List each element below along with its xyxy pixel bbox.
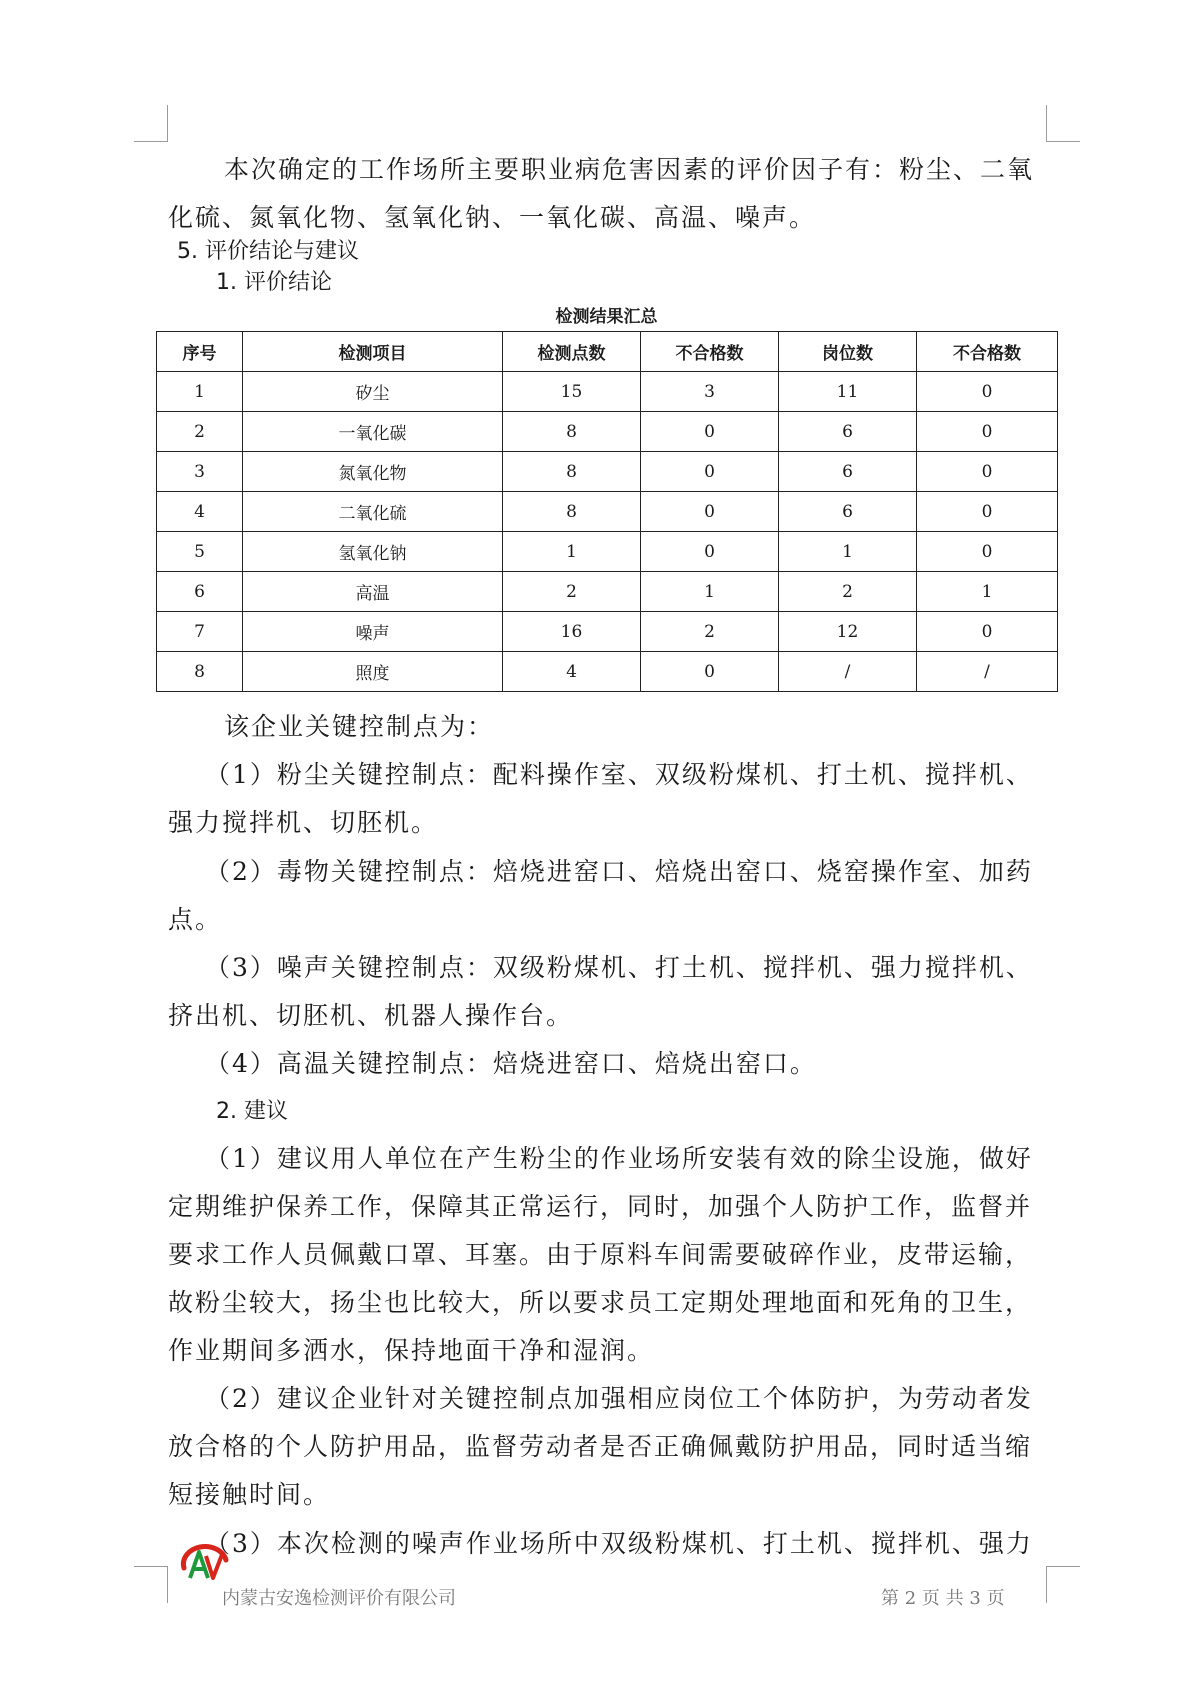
table-cell: 8 xyxy=(503,452,641,492)
table-cell: 0 xyxy=(917,452,1058,492)
table-cell: 3 xyxy=(641,372,779,412)
control-points-intro: 该企业关键控制点为： xyxy=(224,712,495,741)
table-cell: 1 xyxy=(779,532,917,572)
table-cell: 0 xyxy=(641,532,779,572)
crop-mark-top-left xyxy=(134,105,168,142)
table-cell: 6 xyxy=(779,412,917,452)
table-cell: 1 xyxy=(641,572,779,612)
table-row xyxy=(157,652,1058,692)
table-cell: 矽尘 xyxy=(243,372,503,412)
table-cell: 8 xyxy=(503,412,641,452)
table-caption: 检测结果汇总 xyxy=(555,307,658,327)
table-cell: 2 xyxy=(157,412,243,452)
table-cell: 4 xyxy=(157,492,243,532)
table-cell: 噪声 xyxy=(243,612,503,652)
table-row xyxy=(157,452,1058,492)
crop-mark-bottom-right xyxy=(1046,1566,1080,1603)
table-row xyxy=(157,532,1058,572)
table-row xyxy=(157,612,1058,652)
suggestion-1: （1）建议用人单位在产生粉尘的作业场所安装有效的除尘设施，做好定期维护保养工作，保障其正常运行，同时，加强个人防护工作，监督并要求工作人员佩戴口罩、耳塞。由于原料车间需要破碎作业，皮带运输，故粉尘较大，扬尘也比较大，所以要求员工定期处理地面和死角的卫生，作业期间多洒水，保持地面干净和湿润。 xyxy=(168,1144,1033,1365)
footer-company-name: 内蒙古安逸检测评价有限公司 xyxy=(222,1588,456,1609)
suggestion-3: （3）本次检测的噪声作业场所中双级粉煤机、打土机、搅拌机、强力 xyxy=(205,1529,1033,1558)
subsection-heading-conclusion: 1. 评价结论 xyxy=(216,270,332,295)
crop-mark-bottom-left xyxy=(134,1566,168,1603)
table-cell: 3 xyxy=(157,452,243,492)
header-cell: 检测点数 xyxy=(503,332,641,372)
table-cell: 1 xyxy=(503,532,641,572)
table-cell: 0 xyxy=(917,492,1058,532)
header-cell: 岗位数 xyxy=(779,332,917,372)
table-cell: / xyxy=(779,652,917,692)
control-point-noise: （3）噪声关键控制点：双级粉煤机、打土机、搅拌机、强力搅拌机、挤出机、切胚机、机器人操作台。 xyxy=(168,953,1033,1030)
header-cell: 不合格数 xyxy=(641,332,779,372)
table-cell: 6 xyxy=(157,572,243,612)
table-cell: 4 xyxy=(503,652,641,692)
table-cell: 0 xyxy=(641,652,779,692)
table-cell: 8 xyxy=(503,492,641,532)
control-point-dust: （1）粉尘关键控制点：配料操作室、双级粉煤机、打土机、搅拌机、强力搅拌机、切胚机。 xyxy=(168,760,1033,837)
table-cell: 氮氧化物 xyxy=(243,452,503,492)
results-table xyxy=(156,331,1058,692)
table-cell: 一氧化碳 xyxy=(243,412,503,452)
company-logo-icon xyxy=(178,1538,232,1586)
table-cell: 11 xyxy=(779,372,917,412)
suggestion-2: （2）建议企业针对关键控制点加强相应岗位工个体防护，为劳动者发放合格的个人防护用品，监督劳动者是否正确佩戴防护用品，同时适当缩短接触时间。 xyxy=(168,1384,1033,1509)
table-cell: 5 xyxy=(157,532,243,572)
control-point-toxic: （2）毒物关键控制点：焙烧进窑口、焙烧出窑口、烧窑操作室、加药点。 xyxy=(168,857,1033,934)
table-cell: 高温 xyxy=(243,572,503,612)
table-cell: 2 xyxy=(503,572,641,612)
table-cell: 1 xyxy=(157,372,243,412)
table-row xyxy=(157,372,1058,412)
table-cell: 0 xyxy=(917,372,1058,412)
table-cell: 0 xyxy=(641,452,779,492)
table-cell: 16 xyxy=(503,612,641,652)
header-cell: 检测项目 xyxy=(243,332,503,372)
section-heading: 5. 评价结论与建议 xyxy=(177,239,359,264)
crop-mark-top-right xyxy=(1046,105,1080,142)
footer-page-number: 第 2 页 共 3 页 xyxy=(881,1588,1005,1609)
table-cell: 2 xyxy=(641,612,779,652)
table-cell: 6 xyxy=(779,452,917,492)
table-cell: 7 xyxy=(157,612,243,652)
intro-paragraph: 本次确定的工作场所主要职业病危害因素的评价因子有：粉尘、二氧化硫、氮氧化物、氢氧化钠、一氧化碳、高温、噪声。 xyxy=(168,155,1035,232)
table-row xyxy=(157,412,1058,452)
table-cell: 0 xyxy=(641,492,779,532)
table-cell: 8 xyxy=(157,652,243,692)
table-cell: 0 xyxy=(917,412,1058,452)
subsection-heading-suggestions: 2. 建议 xyxy=(216,1099,288,1124)
table-cell: 15 xyxy=(503,372,641,412)
header-cell: 不合格数 xyxy=(917,332,1058,372)
table-row xyxy=(157,492,1058,532)
table-cell: 2 xyxy=(779,572,917,612)
table-cell: / xyxy=(917,652,1058,692)
table-cell: 氢氧化钠 xyxy=(243,532,503,572)
header-cell: 序号 xyxy=(157,332,243,372)
table-cell: 1 xyxy=(917,572,1058,612)
table-cell: 0 xyxy=(917,612,1058,652)
table-cell: 6 xyxy=(779,492,917,532)
table-cell: 照度 xyxy=(243,652,503,692)
control-point-heat: （4）高温关键控制点：焙烧进窑口、焙烧出窑口。 xyxy=(205,1049,817,1078)
table-cell: 12 xyxy=(779,612,917,652)
table-cell: 二氧化硫 xyxy=(243,492,503,532)
table-row xyxy=(157,572,1058,612)
table-cell: 0 xyxy=(641,412,779,452)
table-cell: 0 xyxy=(917,532,1058,572)
table-header-row xyxy=(157,332,1058,372)
